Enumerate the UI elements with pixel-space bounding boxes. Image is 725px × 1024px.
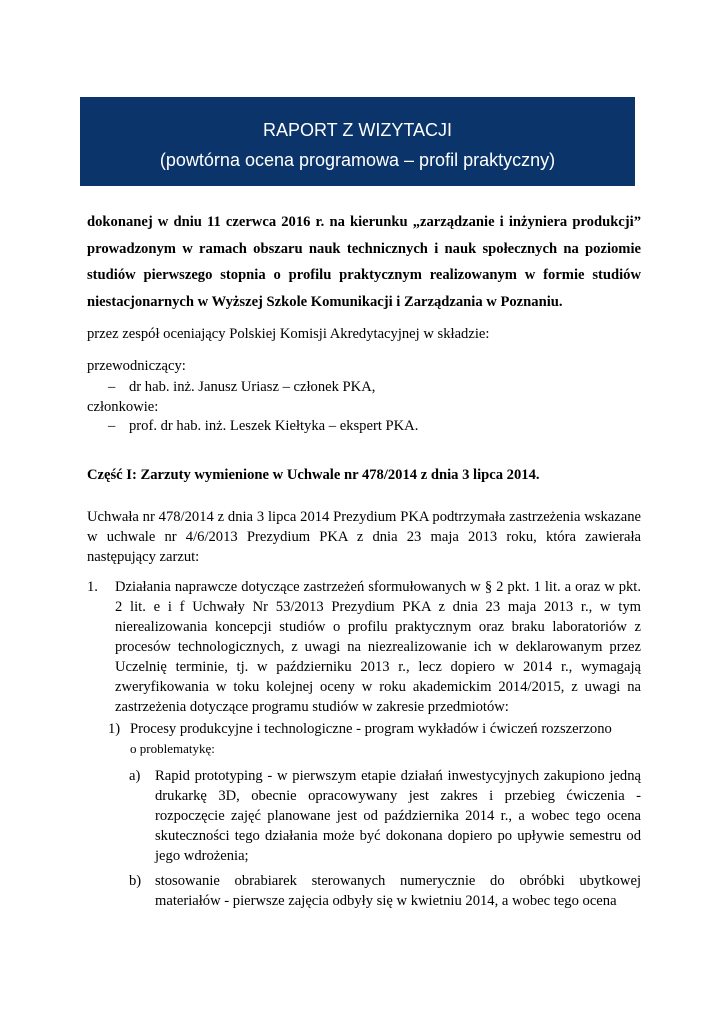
- report-subtitle: (powtórna ocena programowa – profil praktyczny): [159, 150, 556, 170]
- dash-bullet: –: [108, 379, 116, 395]
- item-b-label: b): [129, 873, 142, 889]
- report-title-banner: [80, 97, 635, 186]
- report-title: RAPORT Z WIZYTACJI: [262, 120, 452, 140]
- subitem-1-line-1: Procesy produkcyjne i technologiczne - program wykładów i ćwiczeń rozszerzono: [130, 721, 612, 737]
- subitem-1-line-2: o problematykę:: [130, 741, 215, 756]
- team-intro: przez zespół oceniający Polskiej Komisji Akredytacyjnej w składzie:: [87, 326, 490, 342]
- part-heading: Część I: Zarzuty wymienione w Uchwale nr 478/2014 z dnia 3 lipca 2014.: [87, 467, 540, 483]
- subitem-1-number: 1): [108, 721, 121, 737]
- item-a-text: Rapid prototyping - w pierwszym etapie działań inwestycyjnych zakupiono jedną drukarkę 3D, obecnie opracowywany jest zakres i przebieg ćwiczenia - rozpoczęcie zajęć planowane jest od października 2014 r., a wobec tego ocena skuteczności tego działania może być dokonana dopiero po upływie semestru od jego wdrożenia;: [155, 768, 641, 864]
- item-a-label: a): [129, 768, 141, 784]
- intro-paragraph: dokonanej w dniu 11 czerwca 2016 r. na kierunku „zarządzanie i inżyniera produkcji” prowadzonym w ramach obszaru nauk technicznych i nauk społecznych na poziomie studiów pierwszego stopnia o profilu praktycznym realizowanym w formie studiów niestacjonarnych w Wyższej Szkole Komunikacji i Zarządzania w Poznaniu.: [87, 214, 641, 310]
- paragraph-1: Uchwała nr 478/2014 z dnia 3 lipca 2014 Prezydium PKA podtrzymała zastrzeżenia wskazane w uchwale nr 4/6/2013 Prezydium PKA z dnia 23 maja 2013 roku, która zawierała następujący zarzut:: [87, 509, 641, 565]
- member-1: prof. dr hab. inż. Leszek Kiełtyka – ekspert PKA.: [129, 418, 419, 434]
- item-1-text: Działania naprawcze dotyczące zastrzeżeń sformułowanych w § 2 pkt. 1 lit. a oraz w pkt. 2 lit. e i f Uchwały Nr 53/2013 Prezydium PKA z dnia 23 maja 2013 r., w tym nierealizowania koncepcji studiów o profilu praktycznym oraz braku laboratoriów z procesów technologicznych, z uwagi na niezrealizowanie ich w deklarowanym przez Uczelnię terminie, tj. w październiku 2013 r., lecz dopiero w 2014 r., wymagają zweryfikowania w toku kolejnej oceny w roku akademickim 2014/2015, z uwagi na zastrzeżenia dotyczące programu studiów w zakresie przedmiotów:: [115, 579, 641, 715]
- item-b-text: stosowanie obrabiarek sterowanych numerycznie do obróbki ubytkowej materiałów - pierwsze zajęcia odbyły się w kwietniu 2014, a wobec tego ocena: [155, 873, 641, 909]
- dash-bullet: –: [108, 418, 116, 434]
- members-label: członkowie:: [87, 399, 159, 415]
- chair-label: przewodniczący:: [87, 358, 186, 374]
- chair-member: dr hab. inż. Janusz Uriasz – członek PKA,: [129, 379, 376, 395]
- item-1-number: 1.: [87, 579, 98, 595]
